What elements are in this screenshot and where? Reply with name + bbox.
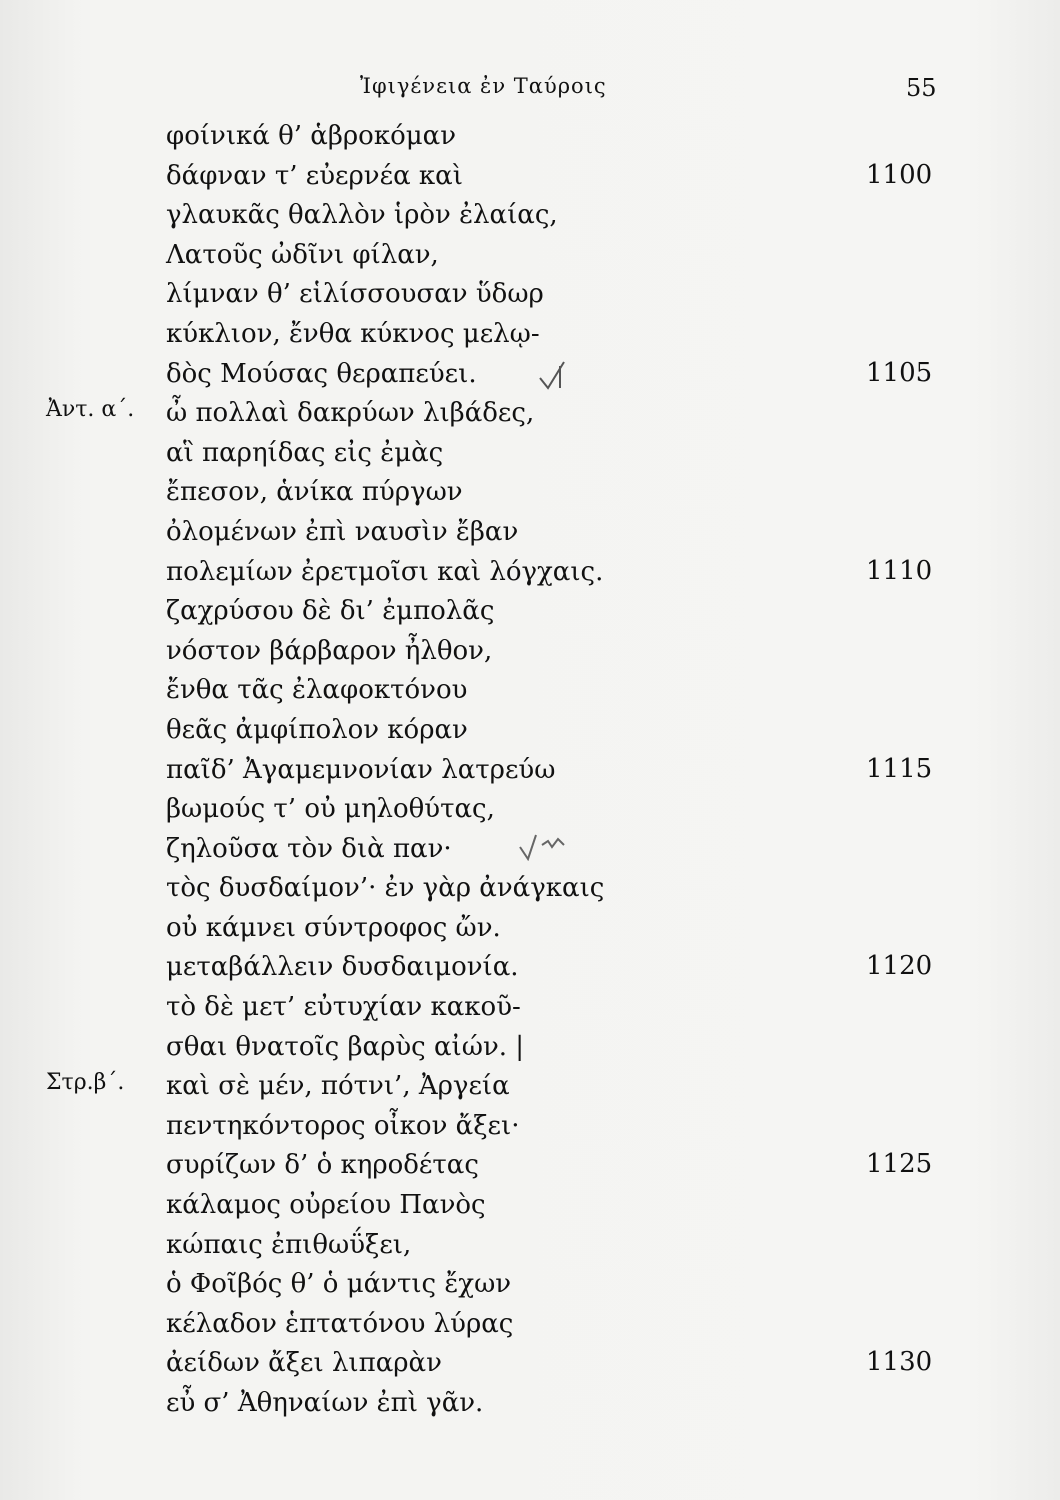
verse-line xyxy=(0,1266,1060,1306)
verse-text: αἳ παρηίδας εἰς ἐμὰς xyxy=(166,437,444,468)
verse-line xyxy=(0,1029,1060,1069)
verse-text: ὁ Φοῖβός θ’ ὁ μάντις ἔχων xyxy=(166,1269,512,1300)
verse-line xyxy=(0,949,1060,989)
verse-line xyxy=(0,1068,1060,1108)
verse-line xyxy=(0,593,1060,633)
verse-lines xyxy=(0,118,1060,1425)
verse-text: ὀλομένων ἐπὶ ναυσὶν ἔβαν xyxy=(166,516,519,547)
verse-line xyxy=(0,752,1060,792)
verse-line xyxy=(0,554,1060,594)
verse-line xyxy=(0,831,1060,871)
pencil-check-icon xyxy=(536,358,570,392)
verse-text: βωμούς τ’ οὐ μηλοθύτας, xyxy=(166,794,495,825)
verse-line xyxy=(0,910,1060,950)
verse-line xyxy=(0,474,1060,514)
verse-text: κύκλιον, ἔνθα κύκνος μελῳ- xyxy=(166,318,540,349)
verse-line xyxy=(0,514,1060,554)
verse-line xyxy=(0,118,1060,158)
line-number: 1105 xyxy=(866,357,933,388)
verse-text: ἔνθα τᾶς ἐλαφοκτόνου xyxy=(166,675,468,706)
verse-line xyxy=(0,197,1060,237)
verse-line xyxy=(0,1306,1060,1346)
verse-text: δὸς Μούσας θεραπεύει. xyxy=(166,358,477,389)
verse-text: κώπαις ἐπιθωΰξει, xyxy=(166,1229,412,1260)
verse-text: γλαυκᾶς θαλλὸν ἱρὸν ἐλαίας, xyxy=(166,200,558,231)
verse-text: κάλαμος οὐρείου Πανὸς xyxy=(166,1190,486,1221)
verse-line xyxy=(0,435,1060,475)
verse-text: ἀείδων ἄξει λιπαρὰν xyxy=(166,1348,442,1379)
verse-line xyxy=(0,1187,1060,1227)
verse-text: καὶ σὲ μέν, πότνι’, Ἀργεία xyxy=(166,1071,510,1102)
verse-text: ζηλοῦσα τὸν διὰ παν· xyxy=(166,833,452,864)
verse-text: νόστον βάρβαρον ἦλθον, xyxy=(166,635,493,666)
verse-text: λίμναν θ’ εἱλίσσουσαν ὕδωρ xyxy=(166,279,544,310)
verse-line xyxy=(0,1108,1060,1148)
verse-text: συρίζων δ’ ὁ κηροδέτας xyxy=(166,1150,479,1181)
page-number: 55 xyxy=(906,74,937,102)
verse-text: ἔπεσον, ἁνίκα πύργων xyxy=(166,477,463,508)
verse-text: τὸ δὲ μετ’ εὐτυχίαν κακοῦ- xyxy=(166,992,521,1023)
verse-text: παῖδ’ Ἀγαμεμνονίαν λατρεύω xyxy=(166,754,556,785)
line-number: 1120 xyxy=(866,951,933,982)
verse-text: θεᾶς ἀμφίπολον κόραν xyxy=(166,714,468,745)
verse-text: δάφναν τ’ εὐερνέα καὶ xyxy=(166,160,463,191)
verse-line xyxy=(0,1147,1060,1187)
verse-line xyxy=(0,791,1060,831)
verse-text: τὸς δυσδαίμον’· ἐν γὰρ ἀνάγκαις xyxy=(166,873,605,904)
verse-line xyxy=(0,989,1060,1029)
verse-line xyxy=(0,712,1060,752)
strophe-marker: Ἀντ. α΄. xyxy=(46,397,135,423)
verse-line xyxy=(0,870,1060,910)
verse-line xyxy=(0,276,1060,316)
page-header xyxy=(0,74,1060,110)
verse-line xyxy=(0,316,1060,356)
line-number: 1110 xyxy=(866,555,933,586)
pencil-scribble-icon xyxy=(514,831,572,861)
line-number: 1115 xyxy=(866,753,933,784)
verse-text: ὦ πολλαὶ δακρύων λιβάδες, xyxy=(166,398,535,429)
line-number: 1130 xyxy=(866,1347,933,1378)
verse-text: μεταβάλλειν δυσδαιμονία. xyxy=(166,952,519,983)
verse-text: πολεμίων ἐρετμοῖσι καὶ λόγχαις. xyxy=(166,556,604,587)
verse-line xyxy=(0,1227,1060,1267)
verse-line xyxy=(0,237,1060,277)
strophe-marker: Στρ.β΄. xyxy=(46,1070,125,1096)
line-number: 1100 xyxy=(866,159,933,190)
verse-line xyxy=(0,633,1060,673)
verse-line xyxy=(0,356,1060,396)
verse-text: εὖ σ’ Ἀθηναίων ἐπὶ γᾶν. xyxy=(166,1388,484,1418)
verse-text: Λατοῦς ὠδῖνι φίλαν, xyxy=(166,239,439,270)
verse-line xyxy=(0,1385,1060,1425)
verse-text: οὐ κάμνει σύντροφος ὤν. xyxy=(166,912,501,943)
verse-line xyxy=(0,158,1060,198)
line-number: 1125 xyxy=(866,1149,933,1180)
verse-line xyxy=(0,672,1060,712)
verse-text: πεντηκόντορος οἶκον ἄξει· xyxy=(166,1110,520,1141)
verse-text: σθαι θνατοῖς βαρὺς αἰών. | xyxy=(166,1031,525,1062)
verse-text: φοίνικά θ’ ἁβροκόμαν xyxy=(166,121,456,151)
verse-line xyxy=(0,395,1060,435)
verse-text: ζαχρύσου δὲ δι’ ἐμπολᾶς xyxy=(166,596,495,627)
running-title: Ἰφιγένεια ἐν Ταύροις xyxy=(360,74,607,98)
verse-text: κέλαδον ἑπτατόνου λύρας xyxy=(166,1308,514,1339)
verse-line xyxy=(0,1345,1060,1385)
